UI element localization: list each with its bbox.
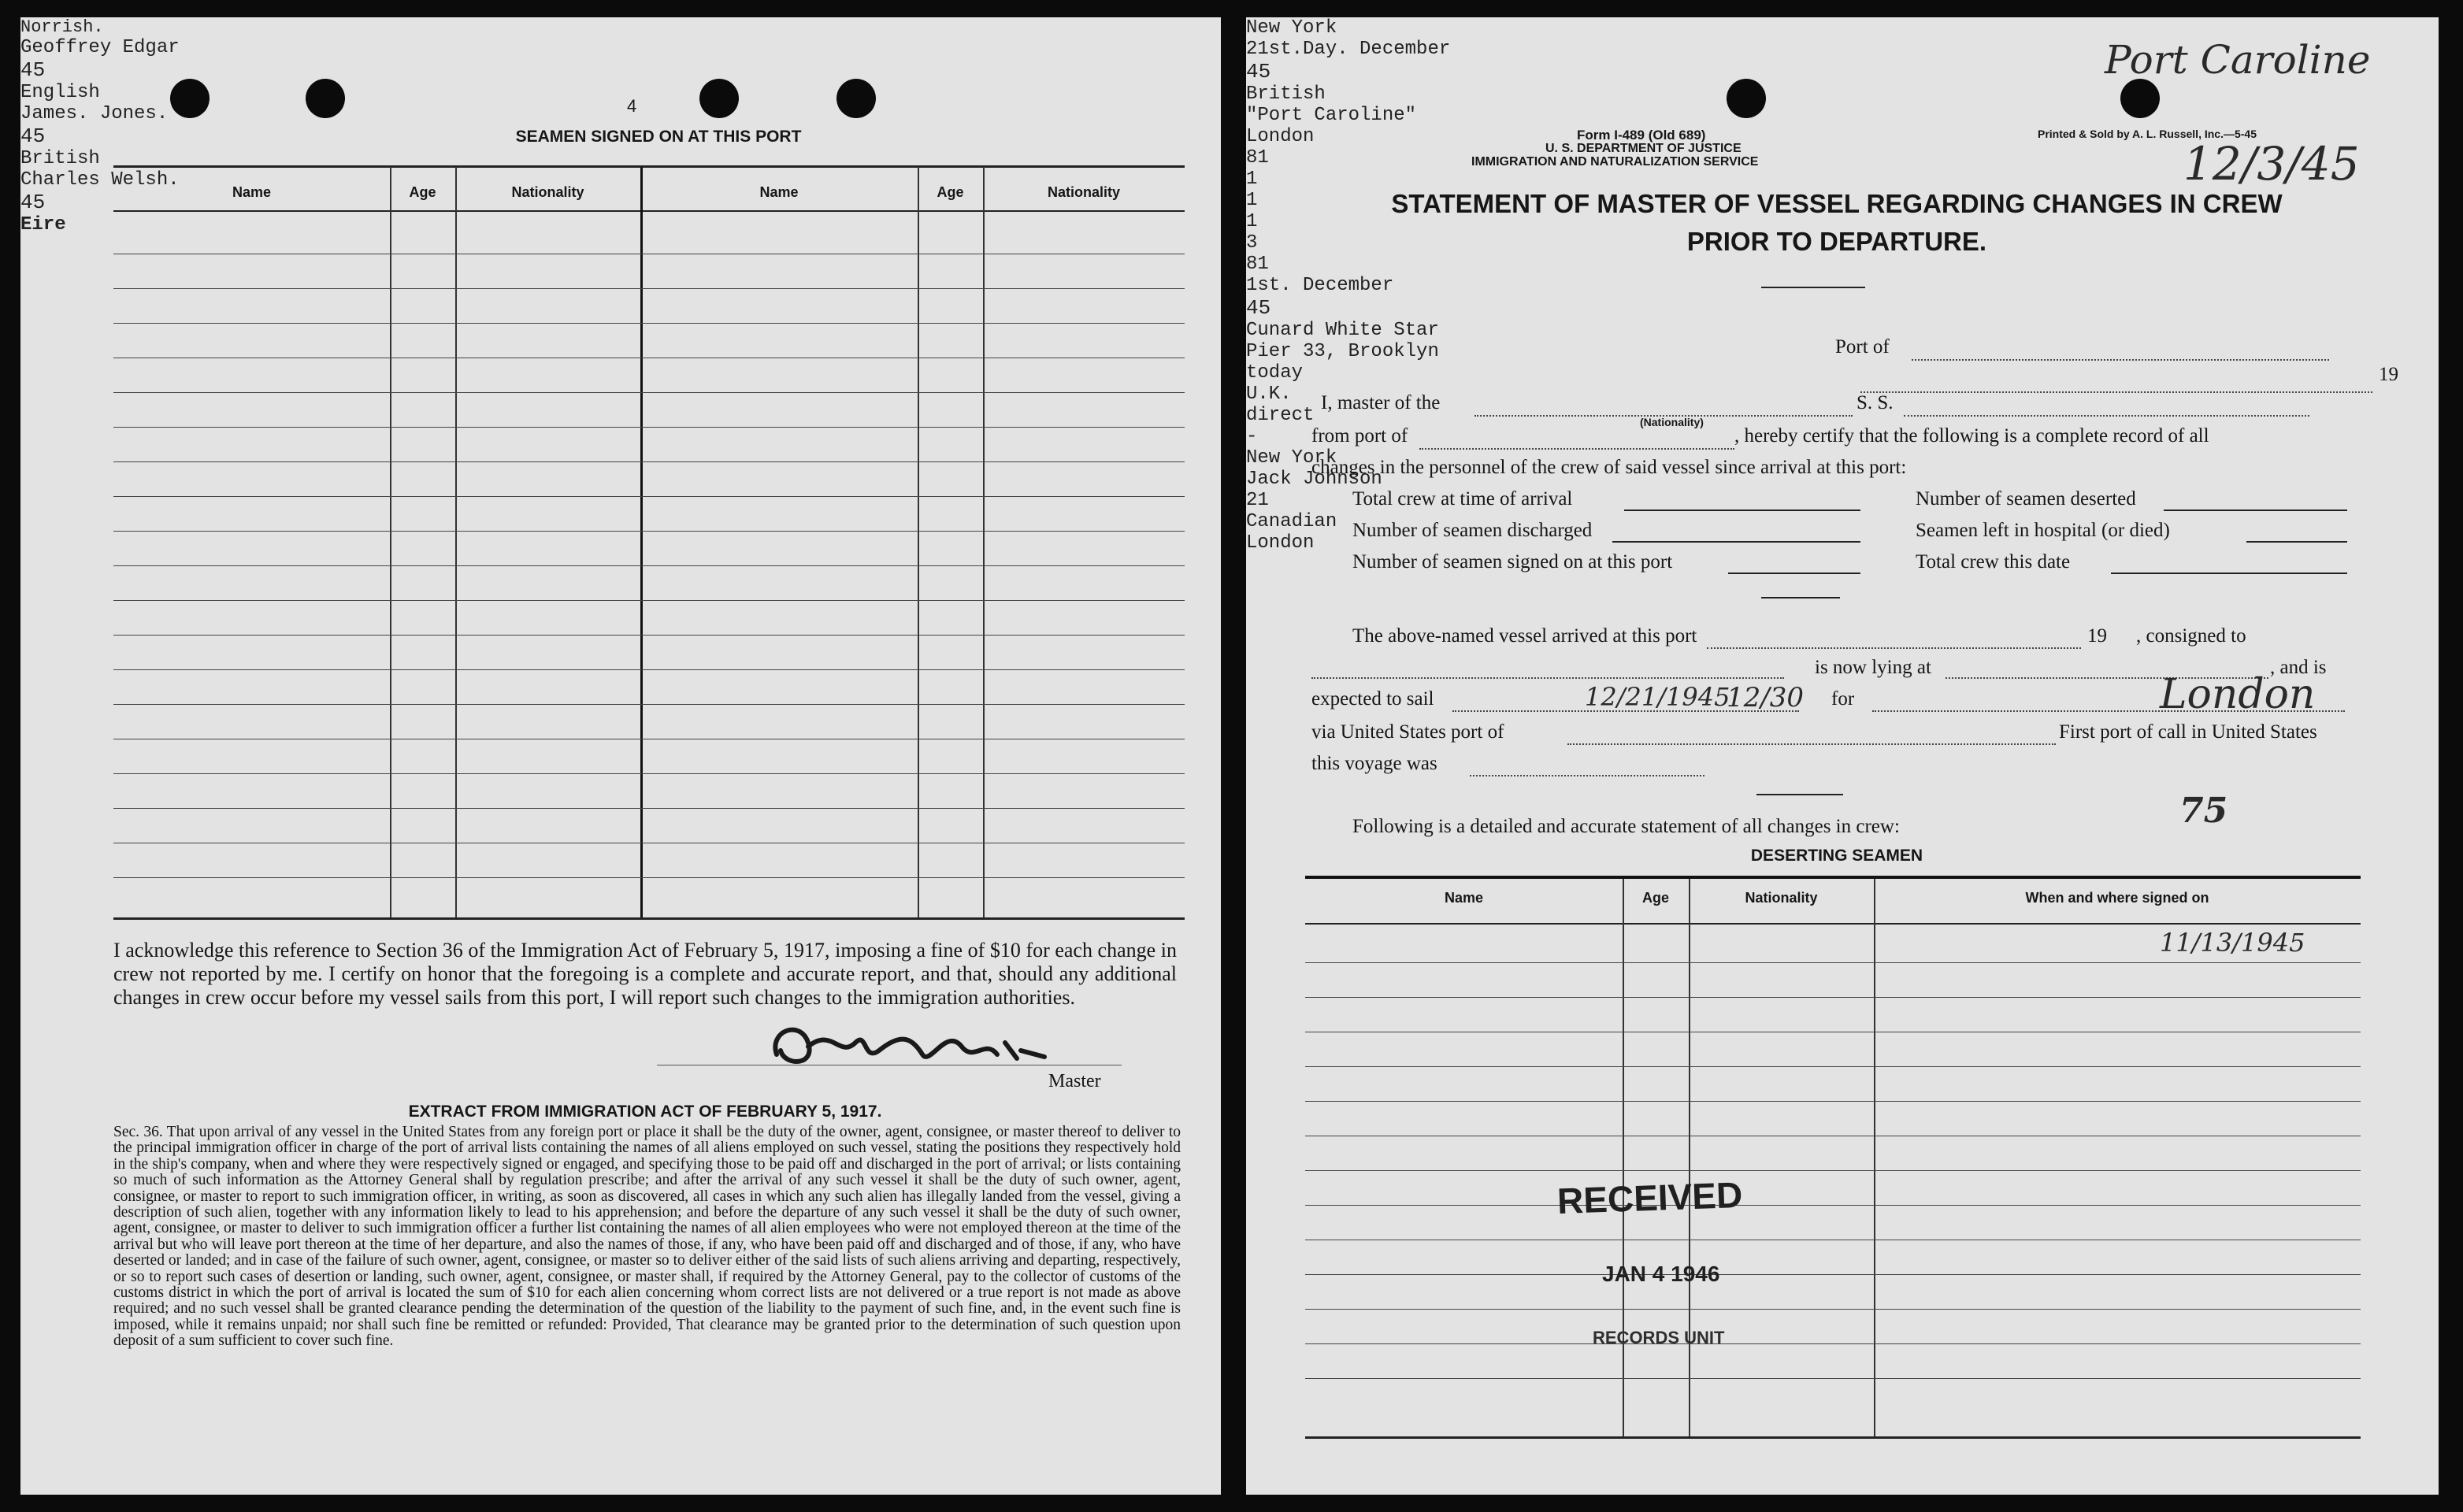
and-is-label: , and is [2270, 657, 2327, 678]
consignee-value: Cunard White Star [1246, 320, 1439, 341]
seamen-signed-heading: SEAMEN SIGNED ON AT THIS PORT [515, 128, 802, 146]
stamp-received: RECEIVED [1556, 1173, 1744, 1222]
via-value: - [1246, 426, 1258, 447]
from-port-value: London [1246, 126, 1315, 147]
signature-label: Master [1048, 1071, 1101, 1091]
lying-value: Pier 33, Brooklyn [1246, 341, 1439, 362]
row-1-surname: Norrish. [20, 17, 104, 37]
first-port-label: First port of call in United States [2059, 721, 2317, 743]
voyage-value: New York [1246, 447, 1337, 469]
via-label: via United States port of [1311, 721, 1504, 743]
sail-value: today [1246, 362, 1304, 384]
printer-credit: Printed & Sold by A. L. Russell, Inc.—5-45 [2038, 128, 2257, 140]
port-value: New York [1246, 17, 1337, 39]
department: U. S. DEPARTMENT OF JUSTICE [1545, 142, 1742, 155]
deserting-heading: DESERTING SEAMEN [1750, 847, 1923, 865]
col-name-2: Name [759, 184, 799, 200]
form-title-line2: PRIOR TO DEPARTURE. [1686, 227, 1987, 256]
deserted-value: 1 [1246, 169, 1258, 190]
desert-row-when: 11/13/1945 [2160, 928, 2305, 958]
master-label: I, master of the [1321, 392, 1441, 413]
desert-row-nationality: Canadian [1246, 511, 1337, 532]
year-prefix: 19 [2379, 364, 2398, 385]
extract-text: Sec. 36. That upon arrival of any vessel in the United States from any foreign port or place it shall be the duty of the owner, agent, consignee, or master thereof to deliver to the principal immigration officer in charge of the port of arrival lists containing the names of all aliens employed on such vessel, stating the positions they respectively hold in the ship's company, when and where they were respectively signed or engaged, and specifying those to be paid off and discharged in the port of arrival; or lists containing so much of such information as the Attorney General shall by regulation prescribe; and after the arrival of any such vessel it shall be the duty of such owner, agent, consignee, or master to report to such immigration officer, in writing, as soon as discovered, all cases in which any such alien has illegally landed from the vessel, giving a description of such alien, together with any information likely to lead to his apprehension; and before the departure of any such vessel it shall be the duty of such owner, agent, consignee, or master to deliver to such immigration officer a further list containing the names of all alien employees who were not employed thereon at the time of the arrival but who will leave port thereon at the time of her departure, and also the names of those, if any, who have been paid off and discharged and of those, if any, who have deserted or landed; and in case of the failure of such owner, agent, consignee, or master so to deliver either of the said lists of such aliens arriving and departing, respectively, or so to report such cases of desertion or landing, such owner, agent, consignee, or master shall, if required by the Attorney General, pay to the collector of customs of the customs district in which the port of arrival is located the sum of $10 for each alien concerning whom correct lists are not delivered or a true report is not made as above required; and no such vessel shall be granted clearance pending the determination of the question of the liability to the payment of such fine, and, in the event such fine is imposed, while it remains unpaid; nor shall such fine be remitted or refunded: Provided, That clearance may be granted prior to the determination of such question upon deposit of a sum sufficient to cover such fine. [113, 1124, 1181, 1350]
direct-label: direct [1246, 405, 1315, 426]
form-title-line1: STATEMENT OF MASTER OF VESSEL REGARDING CHANGES IN CREW [1391, 189, 2283, 218]
year-value: 45 [1246, 60, 1271, 83]
total-crew-date-label: Total crew this date [1916, 551, 2071, 573]
stamp-footer: RECORDS UNIT [1593, 1328, 1725, 1347]
sail-hand-note: 12/30 [1727, 682, 1804, 713]
row-1-nationality: English [20, 82, 100, 103]
row-3-age: 45 [20, 191, 46, 214]
expected-label: expected to sail [1311, 688, 1434, 710]
desert-row-where: London [1246, 532, 1315, 554]
arrived-year-value: 45 [1246, 296, 1271, 320]
row-2-nationality: British [20, 148, 100, 169]
nationality-value: British [1246, 83, 1326, 105]
col-age-2: Age [937, 184, 964, 200]
left-page [20, 17, 1221, 1495]
punch-hole [699, 79, 739, 118]
page-number: 4 [627, 96, 637, 116]
ship-value: "Port Caroline" [1246, 105, 1417, 126]
handwritten-ship-name: Port Caroline [2105, 37, 2371, 83]
acknowledgement-text: I acknowledge this reference to Section 36 of the Immigration Act of February 5, 1917, imposing a fine of $10 for each change in crew not reported by me. I certify on honor that the foregoing is a complete and accurate report, and that, should any additional changes in crew occur before my vessel sails from this port, I will report such changes to the immigration authorities. [113, 939, 1177, 1009]
discharged-value: 1 [1246, 190, 1258, 211]
lying-label: is now lying at [1815, 657, 1931, 678]
from-port-label: from port of [1311, 425, 1408, 447]
right-page [1246, 17, 2439, 1495]
handwritten-number: 75 [2179, 791, 2228, 831]
arrived-value: 1st. December [1246, 275, 1394, 296]
punch-hole [836, 79, 876, 118]
col-nationality-2: Nationality [1047, 184, 1120, 200]
port-label: Port of [1835, 336, 1890, 358]
desert-row-age: 21 [1246, 490, 1269, 511]
signed-on-label: Number of seamen signed on at this port [1352, 551, 1673, 573]
nationality-caption: (Nationality) [1640, 416, 1704, 428]
col-name: Name [232, 184, 272, 200]
master-signature [761, 1011, 1076, 1082]
desert-row-name: Jack Johnson [1246, 469, 1382, 490]
certify-text: , hereby certify that the following is a complete record of all [1734, 425, 2209, 447]
extract-title: EXTRACT FROM IMMIGRATION ACT OF FEBRUARY 5, 1917. [408, 1102, 882, 1121]
form-number: Form I-489 (Old 689) [1577, 128, 1706, 143]
arrived-year-prefix: 19 [2087, 625, 2107, 647]
hospital-label: Seamen left in hospital (or died) [1916, 520, 2170, 541]
sail-hand-date: 12/21/1945 [1585, 682, 1730, 712]
col-nationality: Nationality [511, 184, 584, 200]
row-3-name: Charles Welsh. [20, 169, 180, 191]
row-2-name: James. Jones. [20, 103, 169, 124]
stamp-date: JAN 4 1946 [1602, 1262, 1720, 1286]
destination-value: U.K. [1246, 384, 1292, 405]
desert-col-nationality: Nationality [1745, 890, 1818, 906]
date-value: 21st.Day. December [1246, 39, 1451, 60]
desert-col-name: Name [1444, 890, 1484, 906]
deserted-label: Number of seamen deserted [1916, 488, 2136, 510]
discharged-label: Number of seamen discharged [1352, 520, 1593, 541]
punch-hole [170, 79, 210, 118]
handwritten-date: 12/3/45 [2183, 137, 2360, 191]
hospital-value: 1 [1246, 211, 1258, 232]
total-crew-date-value: 81 [1246, 254, 1269, 275]
following-text: Following is a detailed and accurate statement of all changes in crew: [1352, 816, 1900, 837]
total-crew-arrival-value: 81 [1246, 147, 1269, 169]
desert-col-age: Age [1641, 890, 1669, 906]
ss-label: S. S. [1857, 392, 1894, 413]
punch-hole [1727, 79, 1766, 118]
consigned-label: , consigned to [2136, 625, 2246, 647]
row-1-age: 45 [20, 58, 46, 82]
punch-hole [2120, 79, 2160, 118]
punch-hole [306, 79, 345, 118]
destination-hand: London [2160, 671, 2316, 718]
service: IMMIGRATION AND NATURALIZATION SERVICE [1471, 155, 1759, 169]
voyage-label: this voyage was [1311, 753, 1437, 774]
row-3-nationality: Eire [20, 214, 66, 235]
row-1-name: Geoffrey Edgar [20, 37, 180, 58]
total-crew-arrival-label: Total crew at time of arrival [1352, 488, 1573, 510]
row-2-age: 45 [20, 124, 46, 148]
col-age: Age [409, 184, 436, 200]
for-label: for [1831, 688, 1855, 710]
arrived-label: The above-named vessel arrived at this port [1352, 625, 1697, 647]
desert-col-signed: When and where signed on [2025, 890, 2209, 906]
signed-on-value: 3 [1246, 232, 1258, 254]
changes-text: changes in the personnel of the crew of said vessel since arrival at this port: [1311, 457, 1907, 478]
